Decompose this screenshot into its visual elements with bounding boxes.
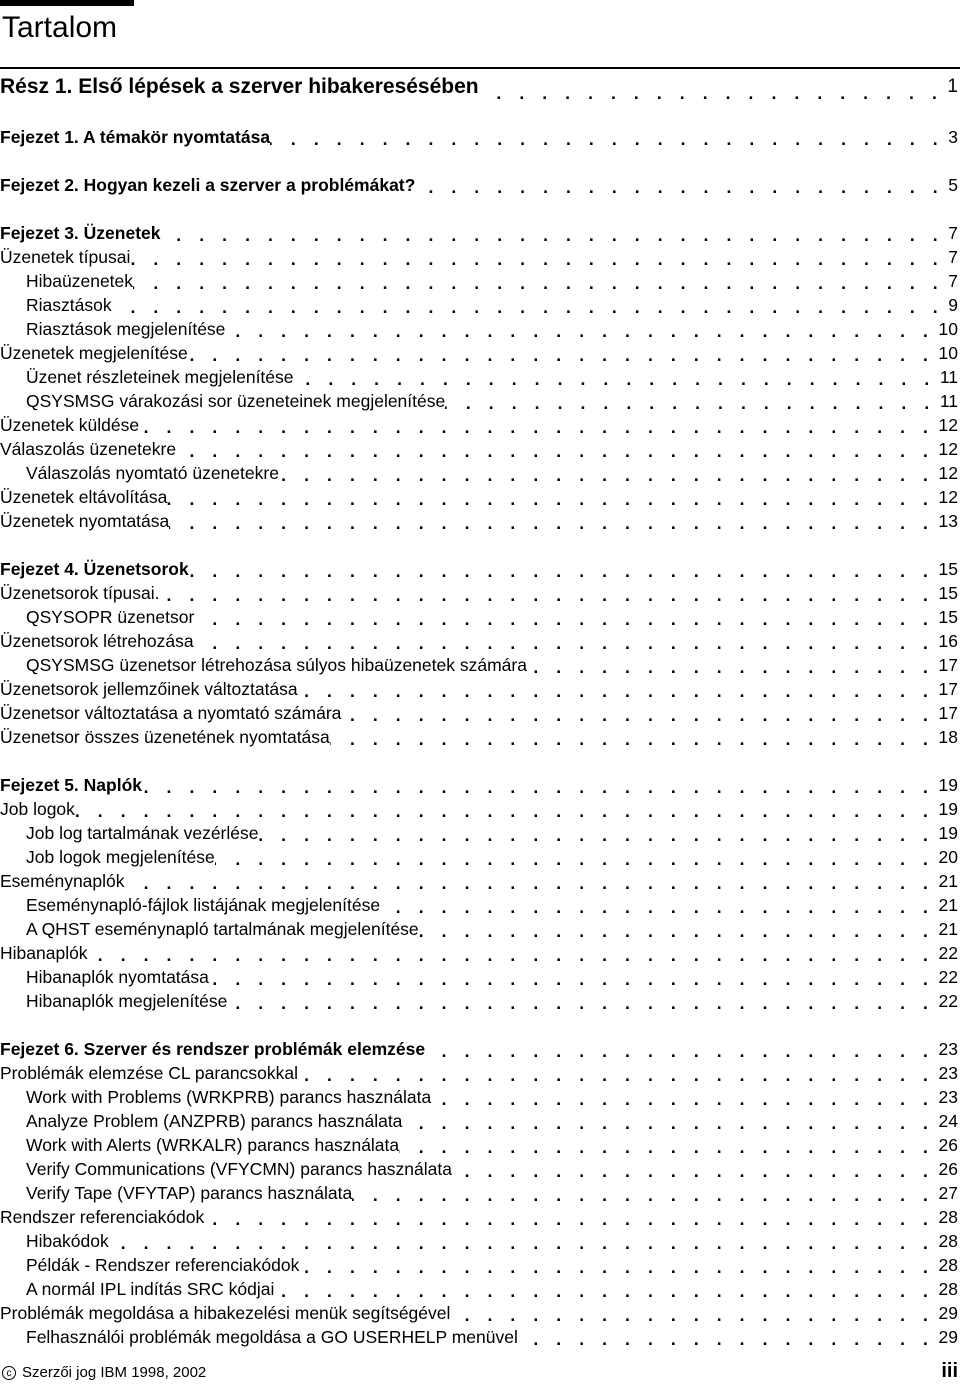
toc-entry-page: 23 [938,1087,958,1107]
toc-entry[interactable] [0,868,958,892]
toc-entry-text: Job logok megjelenítése [26,847,215,867]
toc-entry-page: 29 [938,1303,958,1323]
toc-entry-text: Job log tartalmának vezérlése [26,823,259,843]
toc-subentry[interactable] [0,1108,958,1132]
toc-subentry[interactable] [0,268,958,292]
toc-entry-page: 28 [938,1231,958,1251]
dot-leader [112,296,949,316]
toc-entry[interactable] [0,796,958,820]
dot-leader [109,1232,939,1252]
toc-subentry[interactable] [0,1132,958,1156]
dot-leader [167,488,938,508]
toc-entry-page: 23 [938,1039,958,1059]
toc-entry-text: Üzenetsorok jellemzőinek változtatása [0,679,298,699]
toc-entry-text: QSYSMSG várakozási sor üzeneteinek megjelenítése [26,391,446,411]
dot-leader [227,992,938,1012]
toc-subentry[interactable] [0,988,958,1012]
toc-entry[interactable] [0,940,958,964]
dot-leader [142,776,939,796]
toc-entry-text: Fejezet 3. Üzenetek [0,223,161,243]
toc-entry-text: Üzenetsor összes üzenetének nyomtatása [0,727,330,747]
toc-entry-page: 17 [938,679,958,699]
dot-leader [169,512,938,532]
toc-chapter[interactable] [0,556,958,580]
toc-subentry[interactable] [0,844,958,868]
toc-entry-text: Riasztások megjelenítése [26,319,226,339]
toc-entry-text: Rész 1. Első lépések a szerver hibakeresésében [0,75,479,98]
toc-entry[interactable] [0,628,958,652]
copyright-text: Szerzői jog IBM 1998, 2002 [22,1364,207,1381]
toc-entry-text: Üzenetek megjelenítése [0,343,188,363]
toc-subentry[interactable] [0,916,958,940]
toc-entry-page: 19 [938,799,958,819]
dot-leader [160,584,939,604]
toc-chapter[interactable] [0,172,958,196]
toc-entry-page: 22 [938,991,958,1011]
dot-leader [125,872,939,892]
toc-entry-text: QSYSOPR üzenetsor [26,607,195,627]
toc-entry-text: Hibanaplók [0,943,88,963]
toc-entry-text: Üzenetek eltávolítása [0,487,168,507]
toc-entry-page: 15 [938,607,958,627]
dot-leader [194,608,938,628]
dot-leader [299,1256,938,1276]
toc-subentry[interactable] [0,1324,958,1348]
toc-entry-page: 27 [938,1183,958,1203]
toc-chapter[interactable] [0,772,958,796]
toc-entry-page: 12 [938,463,958,483]
toc-entry-page: 18 [938,727,958,747]
toc-entry-page: 10 [938,343,958,363]
toc-entry[interactable] [0,1060,958,1084]
toc-subentry[interactable] [0,316,958,340]
dot-leader [279,464,939,484]
toc-entry-text: Fejezet 2. Hogyan kezeli a szerver a problémákat? [0,175,416,195]
title-rule [0,67,960,69]
dot-leader [88,944,939,964]
toc-chapter[interactable] [0,220,958,244]
toc-entry-page: 19 [938,775,958,795]
toc-subentry[interactable] [0,1252,958,1276]
toc-entry-text: Válaszolás üzenetekre [0,439,177,459]
toc-entry-text: Fejezet 4. Üzenetsorok [0,559,189,579]
toc-entry-page: 16 [938,631,958,651]
toc-entry-text: Fejezet 1. A témakör nyomtatása [0,127,271,147]
toc-subentry[interactable] [0,388,958,412]
dot-leader [189,560,939,580]
toc-entry-text: A QHST eseménynapló tartalmának megjelenítése [26,919,419,939]
toc-entry-page: 11 [939,391,958,411]
toc-subentry[interactable] [0,1228,958,1252]
toc-subentry[interactable] [0,820,958,844]
toc-entry-text: Rendszer referenciakódok [0,1207,205,1227]
dot-leader [188,344,939,364]
toc-entry[interactable] [0,340,958,364]
toc-entry[interactable] [0,1300,958,1324]
copyright-icon: c [2,1366,16,1380]
dot-leader [139,416,938,436]
dot-leader [160,224,948,244]
toc-entry-text: Üzenetsorok típusai. [0,583,160,603]
toc-subentry[interactable] [0,364,958,388]
toc-entry-page: 7 [948,247,958,267]
dot-leader [352,1184,938,1204]
toc-entry-text: Üzenetsorok létrehozása [0,631,194,651]
dot-leader [274,1280,938,1300]
toc-entry-page: 28 [938,1207,958,1227]
toc-entry[interactable] [0,436,958,460]
toc-entry-page: 22 [938,943,958,963]
toc-entry-text: Példák - Rendszer referenciakódok [26,1255,300,1275]
dot-leader [298,1064,939,1084]
toc-part-1[interactable] [0,72,958,100]
toc-entry-page: 15 [938,559,958,579]
dot-leader [479,80,948,100]
toc-subentry[interactable] [0,892,958,916]
toc-entry-page: 21 [938,871,958,891]
toc-entry-text: Analyze Problem (ANZPRB) parancs használata [26,1111,403,1131]
toc-entry-page: 17 [938,655,958,675]
toc-entry-page: 19 [938,823,958,843]
toc-entry-page: 7 [948,223,958,243]
dot-leader [431,1088,938,1108]
dot-leader [402,1112,938,1132]
dot-leader [415,176,948,196]
dot-leader [225,320,938,340]
toc-entry-text: Fejezet 6. Szerver és rendszer problémák elemzése [0,1039,426,1059]
dot-leader [130,248,948,268]
toc-entry-page: 12 [938,415,958,435]
toc-entry-page: 28 [938,1255,958,1275]
toc-entry-text: A normál IPL indítás SRC kódjai [26,1279,275,1299]
toc-entry-page: 23 [938,1063,958,1083]
toc-entry-page: 1 [947,76,958,97]
toc-entry-text: Üzenetek típusai [0,247,131,267]
toc-subentry[interactable] [0,460,958,484]
dot-leader [294,368,940,388]
toc-entry[interactable] [0,700,958,724]
dot-leader [518,1328,939,1348]
toc-entry-page: 7 [948,271,958,291]
toc-entry-page: 21 [938,895,958,915]
dot-leader [425,1040,938,1060]
dot-leader [330,728,939,748]
toc-entry-page: 10 [938,319,958,339]
toc-subentry[interactable] [0,604,958,628]
toc-entry-page: 21 [938,919,958,939]
toc-entry-text: Üzenetsor változtatása a nyomtató számára [0,703,342,723]
dot-leader [204,1208,938,1228]
dot-leader [270,128,948,148]
toc-entry-text: Üzenetek küldése [0,415,140,435]
toc-entry-page: 22 [938,967,958,987]
toc-entry-page: 3 [948,127,958,147]
toc-entry-page: 15 [938,583,958,603]
toc-entry-text: Üzenetek nyomtatása [0,511,170,531]
toc-entry[interactable] [0,484,958,508]
toc-entry-page: 29 [938,1327,958,1347]
toc-entry[interactable] [0,244,958,268]
toc-entry[interactable] [0,412,958,436]
toc-subentry[interactable] [0,292,958,316]
toc-entry-text: Felhasználói problémák megoldása a GO USERHELP menüvel [26,1327,518,1347]
dot-leader [399,1136,938,1156]
dot-leader [215,848,939,868]
toc-entry-page: 17 [938,703,958,723]
toc-entry-page: 28 [938,1279,958,1299]
toc-entry-text: Hibanaplók nyomtatása [26,967,209,987]
dot-leader [258,824,938,844]
toc-entry-text: Hibanaplók megjelenítése [26,991,228,1011]
page-title: Tartalom [2,11,118,44]
toc-chapter[interactable] [0,1036,958,1060]
toc-entry-page: 13 [938,511,958,531]
dot-leader [380,896,938,916]
toc-entry-text: Hibaüzenetek [26,271,134,291]
toc-entry-page: 12 [938,487,958,507]
toc-entry-page: 9 [948,295,958,315]
toc-entry-page: 26 [938,1135,958,1155]
dot-leader [194,632,939,652]
toc-entry-page: 20 [938,847,958,867]
dot-leader [209,968,939,988]
toc-entry-text: Riasztások [26,295,112,315]
page-footer [0,1360,958,1386]
toc-subentry[interactable] [0,964,958,988]
dot-leader [341,704,938,724]
dot-leader [452,1160,939,1180]
toc-entry-text: Válaszolás nyomtató üzenetekre [26,463,279,483]
toc-subentry[interactable] [0,1084,958,1108]
dot-leader [527,656,939,676]
toc-entry[interactable] [0,1204,958,1228]
dot-leader [445,392,940,412]
toc-entry-page: 5 [948,175,958,195]
toc-entry-text: Verify Communications (VFYCMN) parancs használata [26,1159,452,1179]
toc-entry[interactable] [0,724,958,748]
toc-chapter[interactable] [0,124,958,148]
toc-entry[interactable] [0,508,958,532]
toc-entry-text: Eseménynaplók [0,871,125,891]
toc-entry-text: Problémák megoldása a hibakezelési menük segítségével [0,1303,451,1323]
toc-subentry[interactable] [0,1180,958,1204]
toc-entry-text: Problémák elemzése CL parancsokkal [0,1063,298,1083]
toc-subentry[interactable] [0,1276,958,1300]
toc-entry-text: QSYSMSG üzenetsor létrehozása súlyos hibaüzenetek számára [26,655,527,675]
toc-entry[interactable] [0,676,958,700]
toc-entry-text: Fejezet 5. Naplók [0,775,142,795]
dot-leader [298,680,939,700]
page-number: iii [941,1360,958,1382]
dot-leader [176,440,938,460]
toc-entry-text: Hibakódok [26,1231,109,1251]
toc-entry-page: 26 [938,1159,958,1179]
toc-entry-page: 24 [938,1111,958,1131]
toc-entry-text: Work with Alerts (WRKALR) parancs használata [26,1135,400,1155]
dot-leader [133,272,948,292]
toc-entry-page: 12 [938,439,958,459]
dot-leader [450,1304,938,1324]
dot-leader [75,800,939,820]
toc-entry-text: Work with Problems (WRKPRB) parancs használata [26,1087,432,1107]
toc-entry-text: Verify Tape (VFYTAP) parancs használata [26,1183,353,1203]
dot-leader [419,920,939,940]
toc-entry-text: Eseménynapló-fájlok listájának megjelenítése [26,895,381,915]
toc-entry-text: Üzenet részleteinek megjelenítése [26,367,294,387]
toc-entry[interactable] [0,580,958,604]
title-top-bar [0,0,134,6]
toc-entry-page: 11 [939,367,958,387]
toc-entry-text: Job logok [0,799,75,819]
toc-subentry[interactable] [0,652,958,676]
toc-subentry[interactable] [0,1156,958,1180]
